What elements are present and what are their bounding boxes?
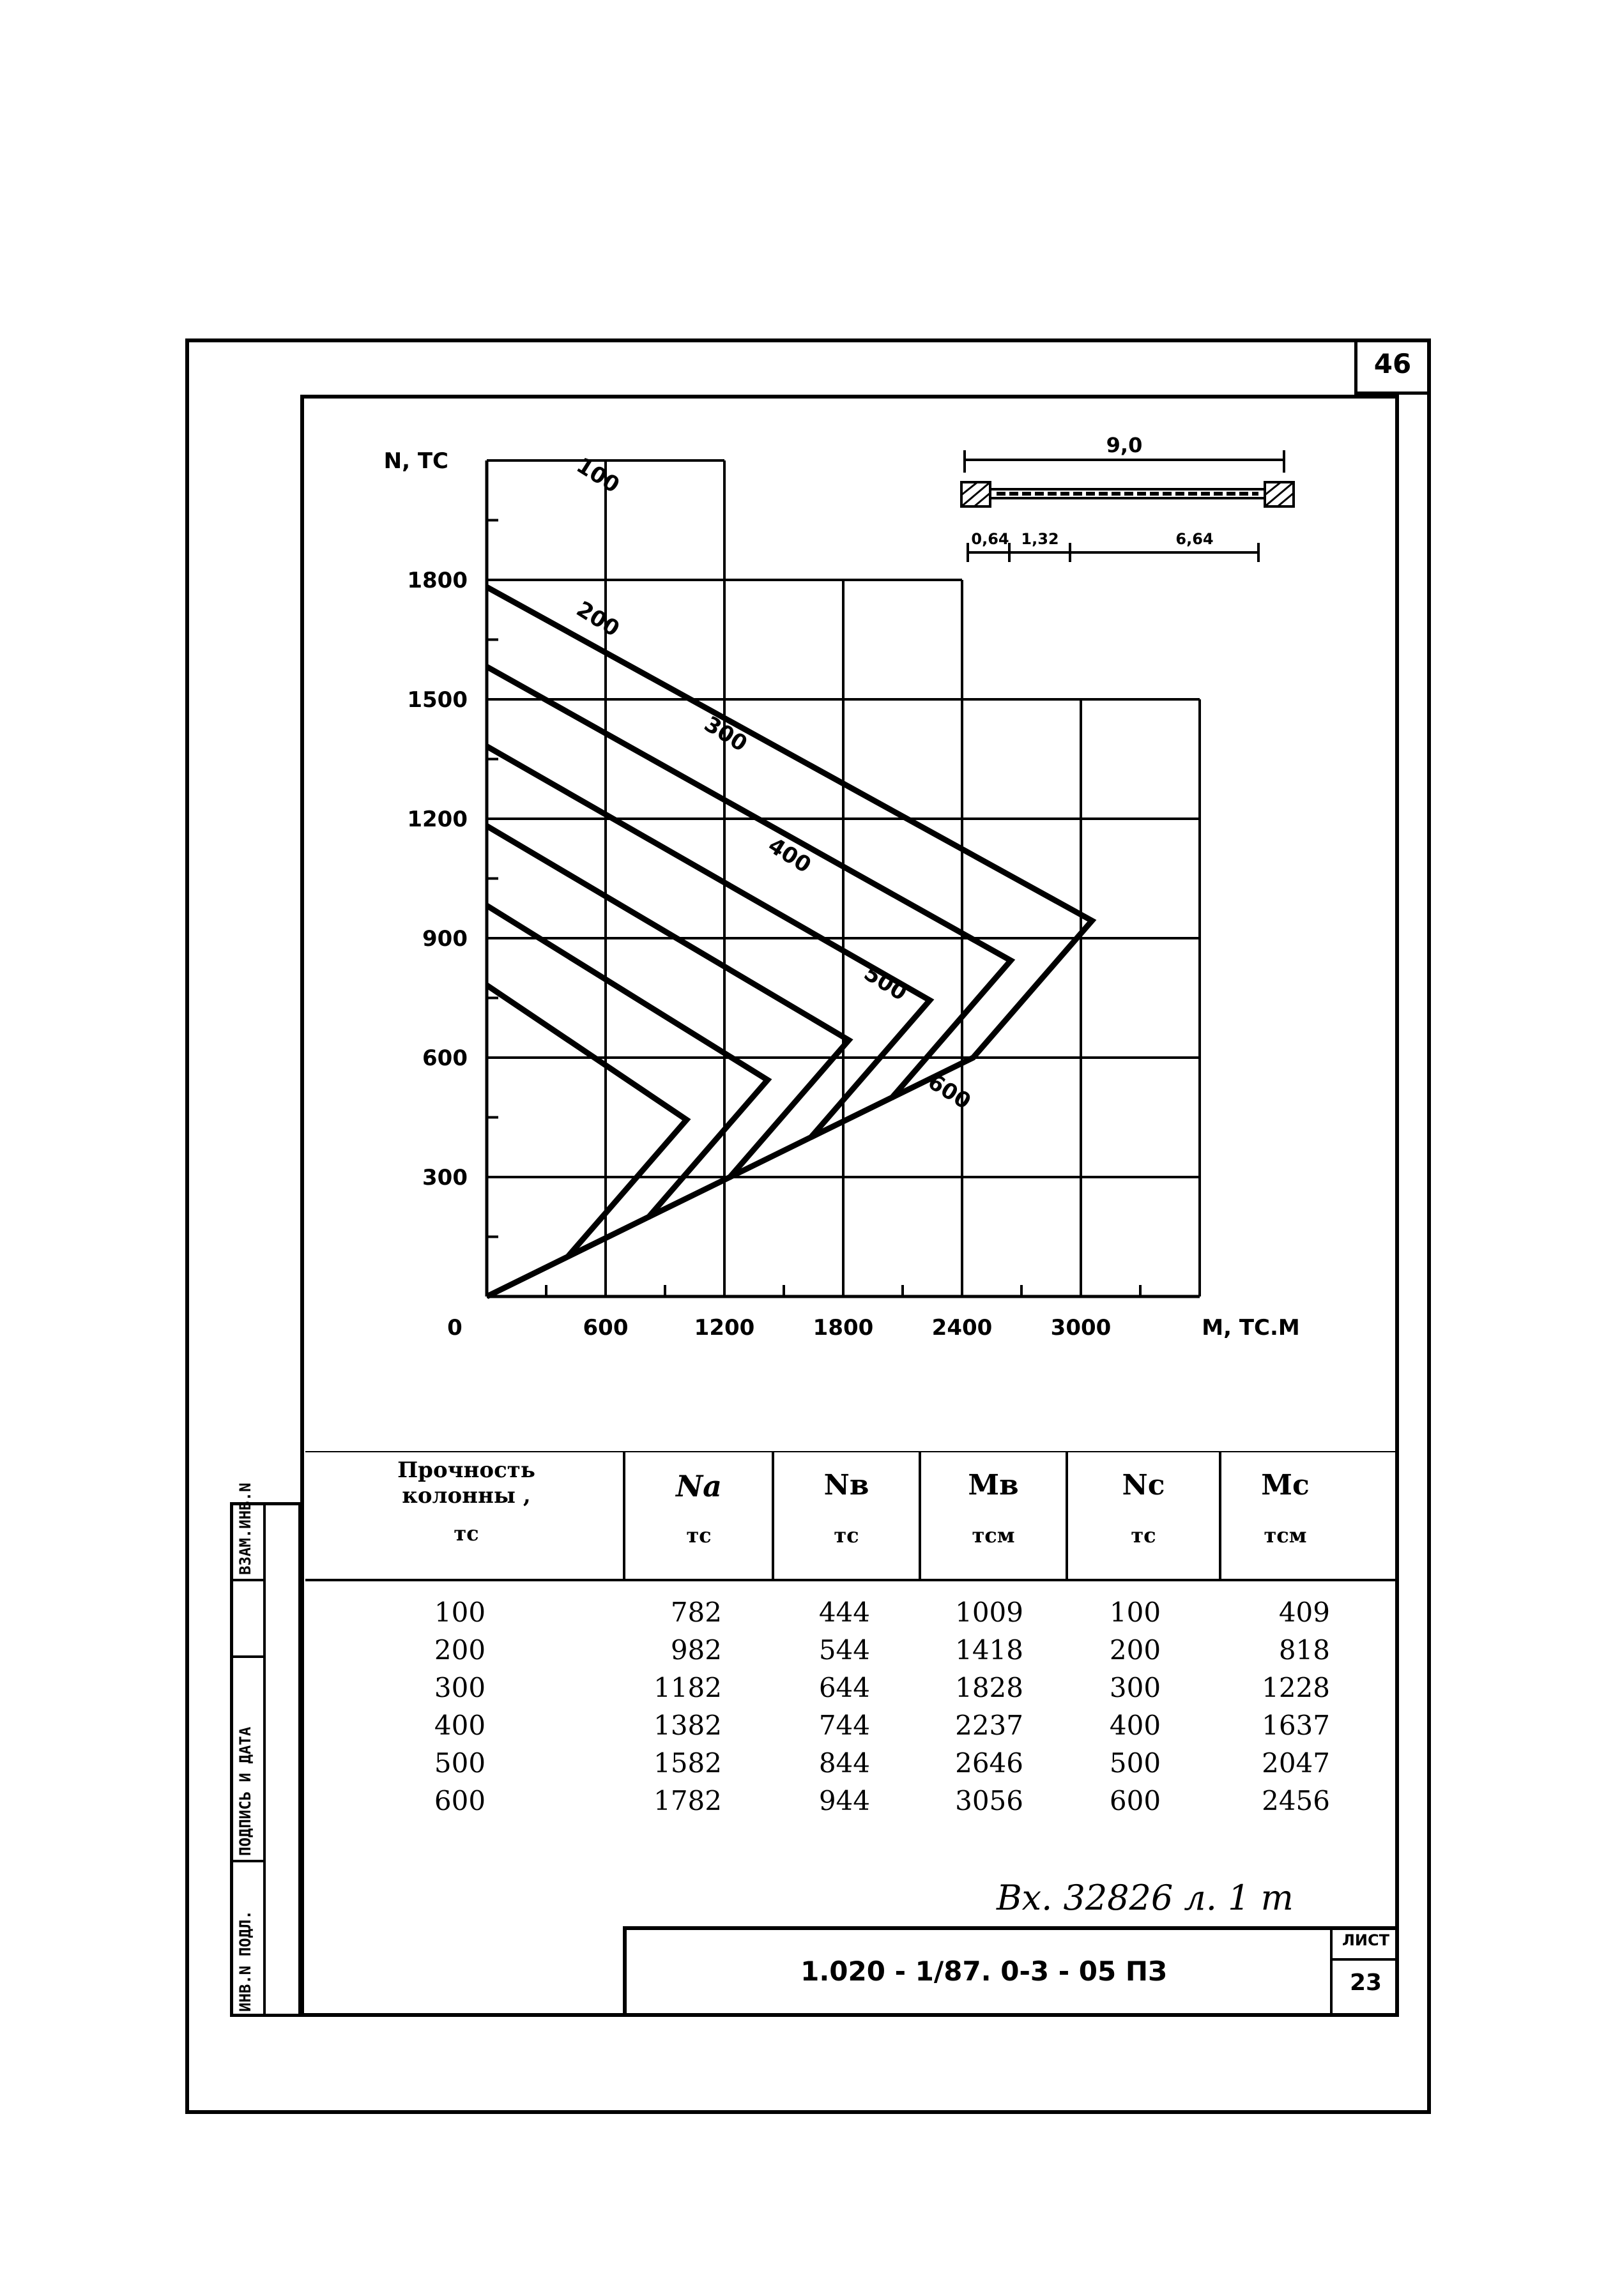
header-strength: Прочность колонны ,	[397, 1457, 535, 1509]
header-nb-unit: тс	[834, 1523, 859, 1547]
stamp-label-podpis: ПОДПИСЬ И ДАТА	[236, 1726, 254, 1856]
header-mc-unit: тсм	[1264, 1523, 1307, 1547]
header-nc-unit: тс	[1131, 1523, 1156, 1547]
table-cell: 600	[434, 1785, 486, 1816]
beam-total-length: 9,0	[1106, 434, 1143, 457]
table-cell: 1418	[955, 1634, 1023, 1666]
table-cell: 1828	[955, 1672, 1023, 1703]
header-nb: Nв	[823, 1469, 869, 1502]
table-cell: 644	[818, 1672, 870, 1703]
table-cell: 1182	[654, 1672, 722, 1703]
table-col-divider	[623, 1452, 625, 1580]
table-cell: 1582	[654, 1747, 722, 1779]
table-cell: 600	[1109, 1785, 1161, 1816]
table-cell: 744	[818, 1710, 870, 1741]
table-header-bottom	[305, 1579, 1398, 1581]
table-cell: 200	[1109, 1634, 1161, 1666]
y-tick-label: 1200	[407, 807, 468, 832]
table-cell: 500	[1109, 1747, 1161, 1779]
table-cell: 2237	[955, 1710, 1023, 1741]
x-tick-label: 600	[583, 1315, 629, 1341]
curve-label-200: 200	[572, 596, 624, 642]
stamp-divider	[230, 1579, 263, 1581]
table-cell: 544	[818, 1634, 870, 1666]
x-axis-label: M, ТС.М	[1202, 1315, 1300, 1341]
table-cell: 2456	[1262, 1785, 1330, 1816]
curve-label-500: 500	[859, 960, 912, 1007]
table-cell: 1782	[654, 1785, 722, 1816]
x-tick-label: 3000	[1050, 1315, 1112, 1341]
y-tick-label: 900	[422, 926, 468, 952]
table-cell: 2646	[955, 1747, 1023, 1779]
y-tick-label: 1800	[407, 568, 468, 593]
table-cell: 100	[434, 1597, 486, 1628]
chart-grid	[487, 460, 1200, 1296]
curve-label-600: 600	[923, 1068, 975, 1115]
header-na: Na	[676, 1469, 722, 1503]
x-origin-label: 0	[447, 1315, 462, 1341]
table-cell: 1382	[654, 1710, 722, 1741]
header-mc: Mc	[1261, 1469, 1310, 1502]
header-strength-unit: тс	[454, 1521, 479, 1546]
table-cell: 300	[1109, 1672, 1161, 1703]
handwritten-note: Вх. 32826 л. 1 т	[997, 1878, 1294, 1918]
table-cell: 400	[1109, 1710, 1161, 1741]
stamp-label-vzam: ВЗАМ.ИНВ.N	[236, 1482, 254, 1575]
beam-segment-2: 1,32	[1021, 530, 1059, 548]
table-cell: 944	[818, 1785, 870, 1816]
stamp-divider	[263, 1502, 266, 2017]
table-cell: 1009	[955, 1597, 1023, 1628]
list-label: ЛИСТ	[1342, 1931, 1389, 1949]
table-cell: 300	[434, 1672, 486, 1703]
table-cell: 100	[1109, 1597, 1161, 1628]
list-number: 23	[1349, 1970, 1382, 1996]
table-cell: 844	[818, 1747, 870, 1779]
table-cell: 200	[434, 1634, 486, 1666]
beam-sketch	[939, 434, 1297, 581]
table-cell: 500	[434, 1747, 486, 1779]
header-mb-unit: тсм	[972, 1523, 1015, 1547]
y-axis-label: N, ТС	[383, 448, 448, 474]
table-cell: 818	[1278, 1634, 1330, 1666]
stamp-label-inv: ИНВ.N ПОДЛ.	[236, 1910, 254, 2012]
beam-segment-1: 0,64	[971, 530, 1009, 548]
table-cell: 982	[670, 1634, 722, 1666]
designation: 1.020 - 1/87. 0-3 - 05 ПЗ	[800, 1956, 1167, 1987]
title-block-divider	[1330, 1958, 1399, 1961]
chart-curves	[487, 587, 1092, 1296]
curve-label-100: 100	[572, 452, 624, 499]
table-cell: 2047	[1262, 1747, 1330, 1779]
y-tick-label: 600	[422, 1045, 468, 1071]
data-table	[305, 1451, 1398, 1452]
beam-segment-3: 6,64	[1175, 530, 1214, 548]
stamp-divider	[230, 1655, 263, 1658]
y-tick-label: 300	[422, 1165, 468, 1190]
stamp-divider	[230, 1860, 263, 1862]
page-number: 46	[1373, 348, 1412, 379]
curve-label-300: 300	[699, 711, 752, 757]
header-mb: Mв	[968, 1469, 1019, 1502]
y-tick-label: 1500	[407, 687, 468, 713]
x-tick-label: 1800	[813, 1315, 874, 1341]
chart-tick-labels	[384, 448, 1300, 1341]
table-cell: 3056	[955, 1785, 1023, 1816]
table-cell: 782	[670, 1597, 722, 1628]
header-nc: Nc	[1122, 1469, 1165, 1502]
header-na-unit: тс	[686, 1523, 712, 1547]
table-cell: 1637	[1262, 1710, 1330, 1741]
table-cell: 400	[434, 1710, 486, 1741]
x-tick-label: 1200	[694, 1315, 755, 1341]
table-cell: 1228	[1262, 1672, 1330, 1703]
table-cell: 409	[1278, 1597, 1330, 1628]
table-cell: 444	[818, 1597, 870, 1628]
x-tick-label: 2400	[931, 1315, 993, 1341]
curve-label-400: 400	[763, 832, 816, 879]
